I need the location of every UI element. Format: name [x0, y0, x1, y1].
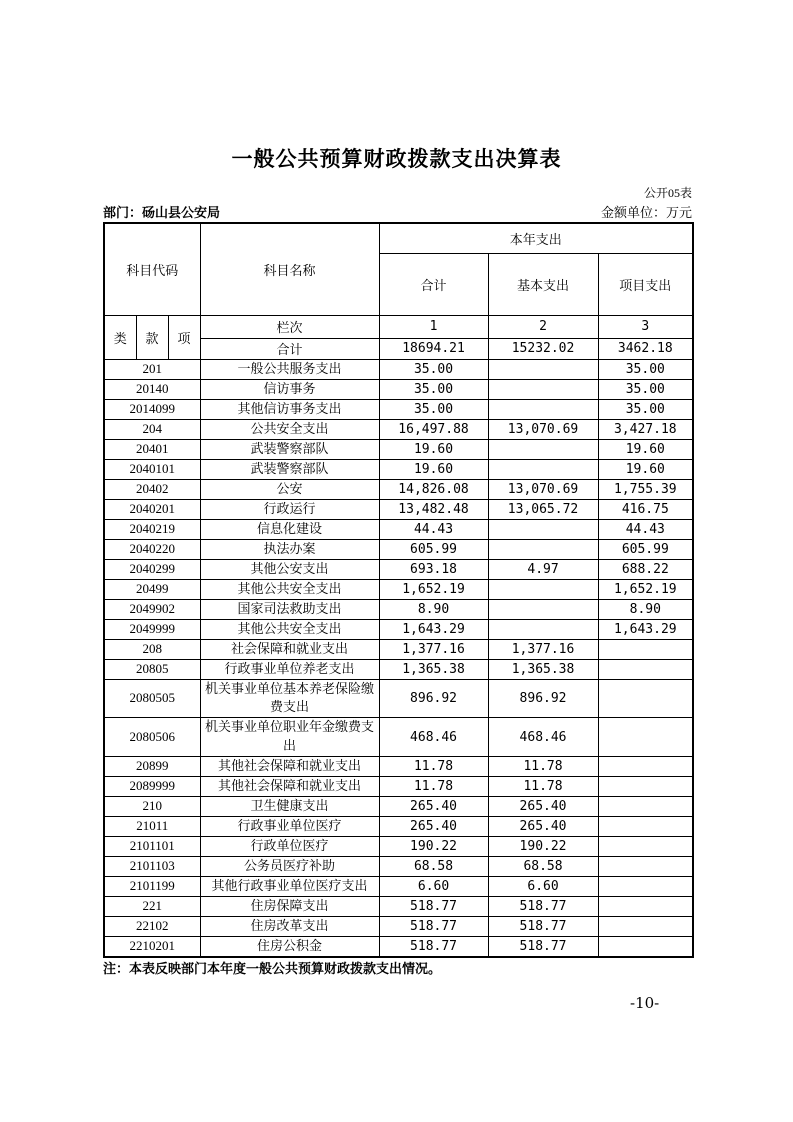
subject-code-cell: 2101103	[104, 856, 200, 876]
project-cell: 1,755.39	[598, 479, 693, 499]
project-cell	[598, 776, 693, 796]
table-row	[104, 379, 693, 399]
table-row	[104, 399, 693, 419]
table-row	[104, 639, 693, 659]
project-cell	[598, 916, 693, 936]
subject-code-cell: 20805	[104, 659, 200, 679]
basic-cell: 190.22	[488, 836, 598, 856]
table-row	[104, 679, 693, 718]
total-cell: 693.18	[379, 559, 488, 579]
basic-cell: 1,377.16	[488, 639, 598, 659]
table-row	[104, 439, 693, 459]
subject-name-cell: 行政运行	[200, 499, 379, 519]
total-cell: 11.78	[379, 776, 488, 796]
total-cell: 35.00	[379, 359, 488, 379]
subject-name-cell: 信息化建设	[200, 519, 379, 539]
project-cell	[598, 639, 693, 659]
total-cell: 1,652.19	[379, 579, 488, 599]
subject-code-cell: 20899	[104, 756, 200, 776]
project-cell: 35.00	[598, 379, 693, 399]
subject-name-cell: 社会保障和就业支出	[200, 639, 379, 659]
project-expenditure-column-header: 项目支出	[598, 253, 693, 315]
table-row	[104, 916, 693, 936]
basic-cell	[488, 619, 598, 639]
basic-cell: 13,070.69	[488, 479, 598, 499]
project-cell: 688.22	[598, 559, 693, 579]
column-index-row	[104, 315, 693, 338]
table-row	[104, 659, 693, 679]
subject-code-header: 科目代码	[104, 223, 200, 315]
table-row	[104, 896, 693, 916]
basic-cell	[488, 439, 598, 459]
basic-cell	[488, 359, 598, 379]
subject-code-cell: 2040201	[104, 499, 200, 519]
basic-cell: 4.97	[488, 559, 598, 579]
subject-name-cell: 武装警察部队	[200, 459, 379, 479]
basic-cell: 265.40	[488, 796, 598, 816]
total-cell: 190.22	[379, 836, 488, 856]
subject-name-cell: 行政单位医疗	[200, 836, 379, 856]
table-row	[104, 579, 693, 599]
project-cell: 416.75	[598, 499, 693, 519]
total-cell: 68.58	[379, 856, 488, 876]
table-row	[104, 599, 693, 619]
project-cell: 35.00	[598, 399, 693, 419]
total-cell: 16,497.88	[379, 419, 488, 439]
total-cell: 1,377.16	[379, 639, 488, 659]
subject-code-cell: 2049902	[104, 599, 200, 619]
subject-code-cell: 2089999	[104, 776, 200, 796]
project-cell: 8.90	[598, 599, 693, 619]
basic-cell	[488, 539, 598, 559]
project-cell: 605.99	[598, 539, 693, 559]
subject-name-cell: 住房公积金	[200, 936, 379, 956]
form-code-label: 公开05表	[643, 186, 692, 200]
basic-cell: 468.46	[488, 718, 598, 757]
subject-name-cell: 其他公安支出	[200, 559, 379, 579]
grand-total-label: 合计	[200, 338, 379, 359]
subject-code-cell: 20140	[104, 379, 200, 399]
subject-code-cell: 204	[104, 419, 200, 439]
table-row	[104, 718, 693, 757]
project-cell	[598, 679, 693, 718]
total-cell: 8.90	[379, 599, 488, 619]
column-number-3: 3	[598, 315, 693, 338]
total-cell: 518.77	[379, 896, 488, 916]
subject-name-cell: 国家司法救助支出	[200, 599, 379, 619]
basic-cell	[488, 519, 598, 539]
table-body	[104, 359, 693, 957]
table-row	[104, 499, 693, 519]
project-cell	[598, 936, 693, 956]
table-row	[104, 359, 693, 379]
basic-cell: 11.78	[488, 776, 598, 796]
subject-name-cell: 机关事业单位基本养老保险缴费支出	[200, 679, 379, 718]
subject-name-cell: 武装警察部队	[200, 439, 379, 459]
total-cell: 265.40	[379, 796, 488, 816]
grand-total-basic-value: 15232.02	[488, 338, 598, 359]
subject-name-cell: 其他公共安全支出	[200, 579, 379, 599]
subject-code-cell: 2040219	[104, 519, 200, 539]
table-row	[104, 776, 693, 796]
subject-code-cell: 20499	[104, 579, 200, 599]
department-label: 部门：砀山县公安局	[103, 205, 221, 220]
column-index-label: 栏次	[200, 315, 379, 338]
project-cell: 19.60	[598, 439, 693, 459]
column-number-2: 2	[488, 315, 598, 338]
subject-name-cell: 机关事业单位职业年金缴费支出	[200, 718, 379, 757]
table-row	[104, 559, 693, 579]
basic-cell: 1,365.38	[488, 659, 598, 679]
project-cell	[598, 876, 693, 896]
subject-code-cell: 2101101	[104, 836, 200, 856]
project-cell: 1,643.29	[598, 619, 693, 639]
project-cell: 44.43	[598, 519, 693, 539]
table-row	[104, 539, 693, 559]
basic-cell: 11.78	[488, 756, 598, 776]
subject-name-cell: 卫生健康支出	[200, 796, 379, 816]
table-row	[104, 816, 693, 836]
project-cell: 19.60	[598, 459, 693, 479]
table-row	[104, 459, 693, 479]
project-cell	[598, 836, 693, 856]
subject-code-cell: 2080505	[104, 679, 200, 718]
total-cell: 19.60	[379, 459, 488, 479]
subject-code-cell: 2040101	[104, 459, 200, 479]
subject-name-cell: 住房改革支出	[200, 916, 379, 936]
basic-cell	[488, 379, 598, 399]
project-cell	[598, 659, 693, 679]
total-cell: 13,482.48	[379, 499, 488, 519]
total-cell: 1,365.38	[379, 659, 488, 679]
subject-name-cell: 其他社会保障和就业支出	[200, 776, 379, 796]
subject-name-cell: 公务员医疗补助	[200, 856, 379, 876]
subject-name-cell: 信访事务	[200, 379, 379, 399]
basic-cell: 518.77	[488, 896, 598, 916]
table-row	[104, 796, 693, 816]
basic-cell: 68.58	[488, 856, 598, 876]
basic-cell: 896.92	[488, 679, 598, 718]
subject-code-cell: 20402	[104, 479, 200, 499]
basic-cell: 518.77	[488, 916, 598, 936]
project-cell	[598, 796, 693, 816]
total-cell: 44.43	[379, 519, 488, 539]
table-row	[104, 836, 693, 856]
total-cell: 605.99	[379, 539, 488, 559]
subject-code-cell: 221	[104, 896, 200, 916]
total-cell: 468.46	[379, 718, 488, 757]
subject-code-cell: 210	[104, 796, 200, 816]
total-cell: 1,643.29	[379, 619, 488, 639]
total-cell: 518.77	[379, 936, 488, 956]
table-row	[104, 876, 693, 896]
subject-code-cell: 208	[104, 639, 200, 659]
subject-name-cell: 公共安全支出	[200, 419, 379, 439]
total-cell: 265.40	[379, 816, 488, 836]
basic-cell: 518.77	[488, 936, 598, 956]
subject-name-cell: 其他行政事业单位医疗支出	[200, 876, 379, 896]
subject-code-cell: 2040299	[104, 559, 200, 579]
basic-cell	[488, 599, 598, 619]
total-cell: 35.00	[379, 399, 488, 419]
section-header: 款	[136, 315, 168, 359]
subject-name-cell: 住房保障支出	[200, 896, 379, 916]
subject-name-cell: 其他社会保障和就业支出	[200, 756, 379, 776]
subject-name-cell: 一般公共服务支出	[200, 359, 379, 379]
subject-name-cell: 执法办案	[200, 539, 379, 559]
basic-expenditure-column-header: 基本支出	[488, 253, 598, 315]
table-footnote: 注：本表反映部门本年度一般公共预算财政拨款支出情况。	[103, 961, 442, 976]
total-cell: 35.00	[379, 379, 488, 399]
basic-cell: 6.60	[488, 876, 598, 896]
project-cell	[598, 856, 693, 876]
total-cell: 6.60	[379, 876, 488, 896]
page-title: 一般公共预算财政拨款支出决算表	[231, 148, 562, 171]
unit-label: 金额单位：万元	[600, 205, 692, 220]
item-header: 项	[168, 315, 200, 359]
subject-code-cell: 2080506	[104, 718, 200, 757]
page-number: -10-	[630, 994, 660, 1012]
subject-name-cell: 行政事业单位医疗	[200, 816, 379, 836]
subject-code-cell: 2210201	[104, 936, 200, 956]
project-cell	[598, 756, 693, 776]
subject-code-cell: 20401	[104, 439, 200, 459]
total-cell: 896.92	[379, 679, 488, 718]
current-year-expenditure-header: 本年支出	[379, 223, 693, 253]
project-cell	[598, 816, 693, 836]
expenditure-table	[103, 222, 694, 958]
subject-code-cell: 21011	[104, 816, 200, 836]
project-cell: 35.00	[598, 359, 693, 379]
subject-code-cell: 2040220	[104, 539, 200, 559]
total-cell: 14,826.08	[379, 479, 488, 499]
basic-cell	[488, 579, 598, 599]
subject-name-cell: 行政事业单位养老支出	[200, 659, 379, 679]
meta-line	[103, 202, 692, 221]
subject-code-cell: 2014099	[104, 399, 200, 419]
table-row	[104, 419, 693, 439]
basic-cell: 265.40	[488, 816, 598, 836]
subject-code-cell: 2049999	[104, 619, 200, 639]
table-row	[104, 519, 693, 539]
table-row	[104, 936, 693, 956]
table-row	[104, 479, 693, 499]
basic-cell	[488, 459, 598, 479]
basic-cell: 13,070.69	[488, 419, 598, 439]
grand-total-value: 18694.21	[379, 338, 488, 359]
subject-name-header: 科目名称	[200, 223, 379, 315]
column-number-1: 1	[379, 315, 488, 338]
table-row	[104, 619, 693, 639]
table-row	[104, 756, 693, 776]
project-cell	[598, 896, 693, 916]
subject-code-cell: 201	[104, 359, 200, 379]
total-cell: 518.77	[379, 916, 488, 936]
subject-code-cell: 2101199	[104, 876, 200, 896]
total-cell: 11.78	[379, 756, 488, 776]
project-cell	[598, 718, 693, 757]
header-row-1	[104, 223, 693, 253]
grand-total-project-value: 3462.18	[598, 338, 693, 359]
basic-cell: 13,065.72	[488, 499, 598, 519]
subject-name-cell: 其他信访事务支出	[200, 399, 379, 419]
subject-code-cell: 22102	[104, 916, 200, 936]
subject-name-cell: 其他公共安全支出	[200, 619, 379, 639]
subject-name-cell: 公安	[200, 479, 379, 499]
total-column-header: 合计	[379, 253, 488, 315]
basic-cell	[488, 399, 598, 419]
table-row	[104, 856, 693, 876]
project-cell: 1,652.19	[598, 579, 693, 599]
total-cell: 19.60	[379, 439, 488, 459]
project-cell: 3,427.18	[598, 419, 693, 439]
class-header: 类	[104, 315, 136, 359]
